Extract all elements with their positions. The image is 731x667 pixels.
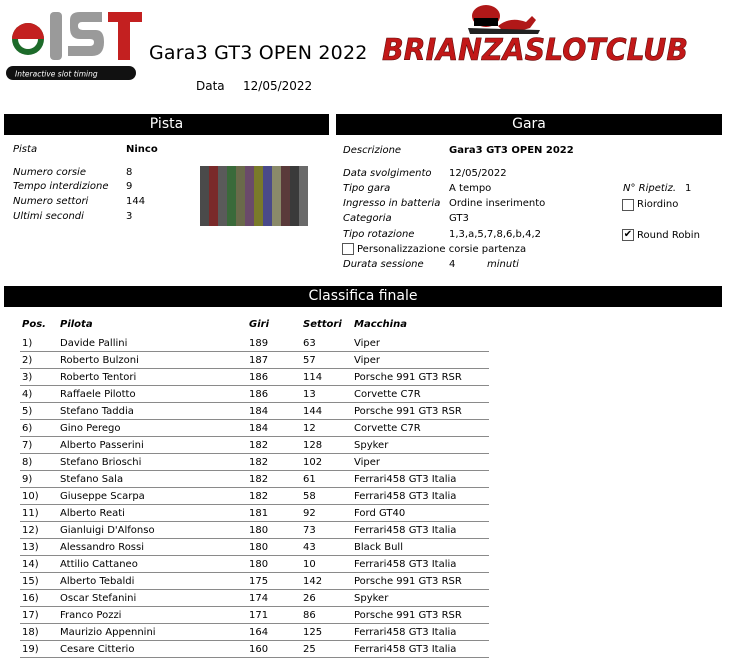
round-robin-label: Round Robin: [637, 230, 700, 241]
settori-cell: 63: [303, 338, 316, 349]
settori-cell: 92: [303, 508, 316, 519]
pilota-cell: Stefano Brioschi: [60, 457, 142, 468]
table-row: [20, 352, 489, 369]
ingresso-batteria-value: Ordine inserimento: [449, 198, 546, 209]
settori-cell: 25: [303, 644, 316, 655]
numero-settori-label: Numero settori: [13, 196, 89, 207]
tipo-gara-label: Tipo gara: [343, 183, 391, 194]
pilota-cell: Giuseppe Scarpa: [60, 491, 145, 502]
pos-cell: 12): [22, 525, 39, 536]
giri-cell: 189: [249, 338, 269, 349]
pos-cell: 1): [22, 338, 33, 349]
settori-cell: 125: [303, 627, 323, 638]
pilota-cell: Stefano Sala: [60, 474, 124, 485]
pos-cell: 2): [22, 355, 33, 366]
date-label: Data: [196, 79, 225, 93]
pilota-cell: Davide Pallini: [60, 338, 128, 349]
col-header-pos: Pos.: [22, 319, 46, 330]
pilota-cell: Oscar Stefanini: [60, 593, 137, 604]
lane-stripe: [254, 166, 263, 226]
pos-cell: 5): [22, 406, 33, 417]
table-row: [20, 522, 489, 539]
personalizzazione-checkbox[interactable]: [342, 243, 354, 255]
macchina-cell: Porsche 991 GT3 RSR: [354, 576, 462, 587]
lane-stripe: [200, 166, 209, 226]
settori-cell: 58: [303, 491, 316, 502]
macchina-cell: Ferrari458 GT3 Italia: [354, 559, 457, 570]
giri-cell: 180: [249, 559, 269, 570]
giri-cell: 181: [249, 508, 269, 519]
pilota-cell: Alberto Tebaldi: [60, 576, 135, 587]
classifica-section-header: Classifica finale: [4, 286, 722, 307]
giri-cell: 187: [249, 355, 269, 366]
pos-cell: 19): [22, 644, 39, 655]
tipo-gara-value: A tempo: [449, 183, 492, 194]
pos-cell: 4): [22, 389, 33, 400]
lane-stripe: [245, 166, 254, 226]
lane-stripe: [218, 166, 227, 226]
pos-cell: 18): [22, 627, 39, 638]
giri-cell: 182: [249, 474, 269, 485]
table-row: [20, 386, 489, 403]
settori-cell: 12: [303, 423, 316, 434]
ripetiz-value: 1: [685, 183, 692, 194]
macchina-cell: Ford GT40: [354, 508, 406, 519]
giri-cell: 174: [249, 593, 269, 604]
giri-cell: 180: [249, 525, 269, 536]
pista-value: Ninco: [126, 144, 158, 155]
pilota-cell: Raffaele Pilotto: [60, 389, 136, 400]
settori-cell: 10: [303, 559, 316, 570]
settori-cell: 43: [303, 542, 316, 553]
pos-cell: 16): [22, 593, 39, 604]
macchina-cell: Black Bull: [354, 542, 403, 553]
tipo-rotazione-label: Tipo rotazione: [343, 229, 415, 240]
giri-cell: 171: [249, 610, 269, 621]
macchina-cell: Ferrari458 GT3 Italia: [354, 525, 457, 536]
macchina-cell: Ferrari458 GT3 Italia: [354, 627, 457, 638]
settori-cell: 57: [303, 355, 316, 366]
gara-section-header: Gara: [336, 114, 722, 135]
pilota-cell: Roberto Bulzoni: [60, 355, 139, 366]
pos-cell: 6): [22, 423, 33, 434]
giri-cell: 182: [249, 440, 269, 451]
table-row: [20, 624, 489, 641]
pilota-cell: Alberto Reati: [60, 508, 125, 519]
macchina-cell: Corvette C7R: [354, 423, 421, 434]
pos-cell: 13): [22, 542, 39, 553]
table-row: [20, 641, 489, 658]
durata-sessione-label: Durata sessione: [343, 259, 424, 270]
giri-cell: 175: [249, 576, 269, 587]
pista-section-header: Pista: [4, 114, 329, 135]
date-value: 12/05/2022: [243, 79, 313, 93]
pos-cell: 7): [22, 440, 33, 451]
macchina-cell: Porsche 991 GT3 RSR: [354, 406, 462, 417]
lane-stripe: [263, 166, 272, 226]
tempo-interdizione-value: 9: [126, 181, 133, 192]
table-row: [20, 437, 489, 454]
settori-cell: 26: [303, 593, 316, 604]
pilota-cell: Gino Perego: [60, 423, 121, 434]
giri-cell: 160: [249, 644, 269, 655]
macchina-cell: Viper: [354, 338, 381, 349]
table-row: [20, 335, 489, 352]
lane-stripe: [290, 166, 299, 226]
table-row: [20, 556, 489, 573]
ultimi-secondi-label: Ultimi secondi: [13, 211, 84, 222]
macchina-cell: Corvette C7R: [354, 389, 421, 400]
macchina-cell: Viper: [354, 457, 381, 468]
settori-cell: 102: [303, 457, 323, 468]
categoria-value: GT3: [449, 213, 469, 224]
col-header-pilota: Pilota: [60, 319, 93, 330]
descrizione-value: Gara3 GT3 OPEN 2022: [449, 145, 574, 156]
giri-cell: 186: [249, 389, 269, 400]
pilota-cell: Attilio Cattaneo: [60, 559, 138, 570]
durata-sessione-value: 4: [449, 259, 456, 270]
table-row: [20, 573, 489, 590]
settori-cell: 73: [303, 525, 316, 536]
pos-cell: 17): [22, 610, 39, 621]
giri-cell: 164: [249, 627, 269, 638]
macchina-cell: Ferrari458 GT3 Italia: [354, 491, 457, 502]
descrizione-label: Descrizione: [343, 145, 402, 156]
table-row: [20, 607, 489, 624]
macchina-cell: Porsche 991 GT3 RSR: [354, 610, 462, 621]
lane-stripe: [299, 166, 308, 226]
durata-sessione-unit: minuti: [487, 259, 519, 270]
ripetiz-label: N° Ripetiz.: [623, 183, 677, 194]
riordino-label: Riordino: [637, 199, 679, 210]
table-row: [20, 505, 489, 522]
macchina-cell: Viper: [354, 355, 381, 366]
pilota-cell: Alberto Passerini: [60, 440, 144, 451]
col-header-settori: Settori: [303, 319, 342, 330]
pilota-cell: Maurizio Appennini: [60, 627, 156, 638]
pos-cell: 3): [22, 372, 33, 383]
settori-cell: 86: [303, 610, 316, 621]
personalizzazione-label: Personalizzazione corsie partenza: [357, 244, 527, 255]
checkmark-icon: ✔: [623, 229, 633, 240]
pilota-cell: Alessandro Rossi: [60, 542, 145, 553]
pista-label: Pista: [13, 144, 38, 155]
pilota-cell: Cesare Citterio: [60, 644, 135, 655]
macchina-cell: Porsche 991 GT3 RSR: [354, 372, 462, 383]
lane-stripe: [227, 166, 236, 226]
pilota-cell: Gianluigi D'Alfonso: [60, 525, 155, 536]
table-row: [20, 539, 489, 556]
tipo-rotazione-value: 1,3,a,5,7,8,6,b,4,2: [449, 229, 541, 240]
pos-cell: 10): [22, 491, 39, 502]
pilota-cell: Roberto Tentori: [60, 372, 137, 383]
col-header-giri: Giri: [249, 319, 269, 330]
lane-stripe: [236, 166, 245, 226]
round-robin-checkbox[interactable]: [622, 229, 634, 241]
table-row: [20, 454, 489, 471]
track-lanes-image: [200, 166, 308, 226]
ist-logo: [6, 6, 144, 84]
pos-cell: 14): [22, 559, 39, 570]
data-svolgimento-value: 12/05/2022: [449, 168, 507, 179]
lane-stripe: [272, 166, 281, 226]
numero-settori-value: 144: [126, 196, 146, 207]
pilota-cell: Franco Pozzi: [60, 610, 122, 621]
col-header-macchina: Macchina: [354, 319, 407, 330]
pos-cell: 9): [22, 474, 33, 485]
macchina-cell: Ferrari458 GT3 Italia: [354, 644, 457, 655]
pos-cell: 8): [22, 457, 33, 468]
pos-cell: 15): [22, 576, 39, 587]
lane-stripe: [281, 166, 290, 226]
riordino-checkbox[interactable]: [622, 199, 634, 211]
settori-cell: 13: [303, 389, 316, 400]
ultimi-secondi-value: 3: [126, 211, 133, 222]
settori-cell: 142: [303, 576, 323, 587]
settori-cell: 128: [303, 440, 323, 451]
pos-cell: 11): [22, 508, 39, 519]
giri-cell: 186: [249, 372, 269, 383]
table-row: [20, 420, 489, 437]
table-row: [20, 369, 489, 386]
tempo-interdizione-label: Tempo interdizione: [13, 181, 109, 192]
brianza-slot-club-logo: [380, 2, 692, 70]
giri-cell: 184: [249, 406, 269, 417]
pilota-cell: Stefano Taddia: [60, 406, 134, 417]
ingresso-batteria-label: Ingresso in batteria: [343, 198, 441, 209]
settori-cell: 114: [303, 372, 323, 383]
svg-text:Interactive slot timing: Interactive slot timing: [15, 69, 98, 79]
macchina-cell: Spyker: [354, 440, 389, 451]
numero-corsie-label: Numero corsie: [13, 167, 86, 178]
macchina-cell: Spyker: [354, 593, 389, 604]
giri-cell: 182: [249, 457, 269, 468]
giri-cell: 184: [249, 423, 269, 434]
giri-cell: 182: [249, 491, 269, 502]
svg-text:BRIANZASLOTCLUB: BRIANZASLOTCLUB: [382, 33, 688, 68]
numero-corsie-value: 8: [126, 167, 133, 178]
settori-cell: 61: [303, 474, 316, 485]
table-row: [20, 403, 489, 420]
page-title: Gara3 GT3 OPEN 2022: [149, 42, 368, 64]
settori-cell: 144: [303, 406, 323, 417]
lane-stripe: [209, 166, 218, 226]
table-row: [20, 590, 489, 607]
table-row: [20, 488, 489, 505]
data-svolgimento-label: Data svolgimento: [343, 168, 432, 179]
categoria-label: Categoria: [343, 213, 392, 224]
macchina-cell: Ferrari458 GT3 Italia: [354, 474, 457, 485]
table-row: [20, 471, 489, 488]
giri-cell: 180: [249, 542, 269, 553]
